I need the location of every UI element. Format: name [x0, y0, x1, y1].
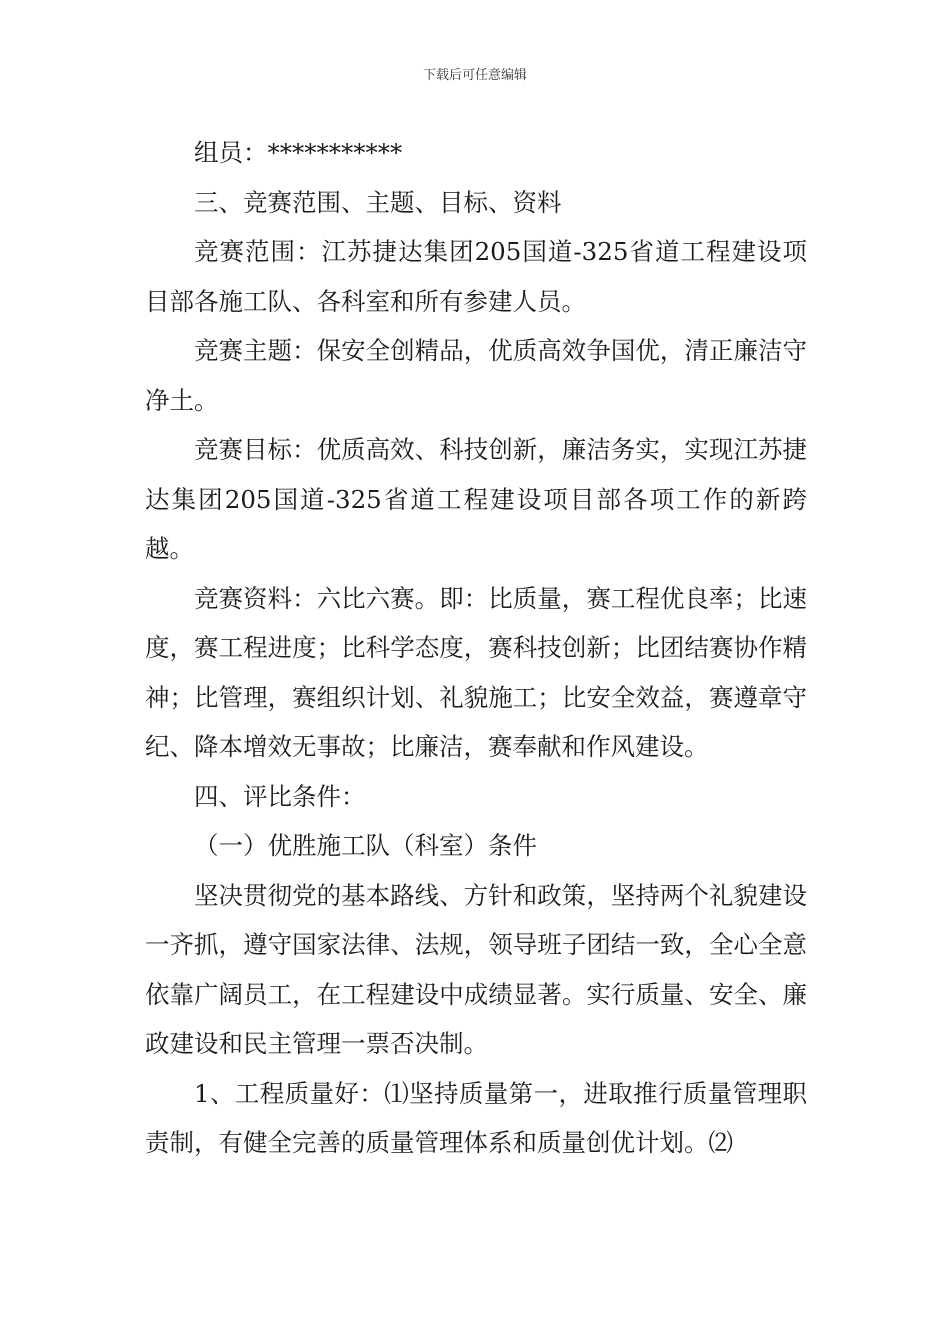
paragraph-conditions: 坚决贯彻党的基本路线、方针和政策，坚持两个礼貌建设一齐抓，遵守国家法律、法规，领导班子团结一致，全心全意依靠广阔员工，在工程建设中成绩显著。实行质量、安全、廉政建设和民主管理一票否决制。 [145, 880, 807, 1058]
paragraph-goal: 竞赛目标：优质高效、科技创新，廉洁务实，实现江苏捷达集团205国道-325省道工程建设项目部各项工作的新跨越。 [145, 435, 807, 563]
document-body [145, 128, 807, 1168]
page-header: 下载后可任意编辑 [422, 68, 527, 83]
heading-section-3: 三、竞赛范围、主题、目标、资料 [194, 187, 562, 217]
paragraph-theme: 竞赛主题：保安全创精品，优质高效争国优，清正廉洁守净土。 [145, 336, 807, 415]
paragraph-quality: 1、工程质量好：⑴坚持质量第一，进取推行质量管理职责制，有健全完善的质量管理体系和质量创优计划。⑵ [145, 1078, 807, 1157]
paragraph-content: 竞赛资料：六比六赛。即：比质量，赛工程优良率；比速度，赛工程进度；比科学态度，赛科技创新；比团结赛协作精神；比管理，赛组织计划、礼貌施工；比安全效益，赛遵章守纪、降本增效无事故；比廉洁，赛奉献和作风建设。 [145, 583, 807, 761]
paragraph-scope: 竞赛范围：江苏捷达集团205国道-325省道工程建设项目部各施工队、各科室和所有参建人员。 [145, 237, 807, 316]
paragraph-members: 组员：*********** [194, 138, 403, 167]
subheading-1: （一）优胜施工队（科室）条件 [194, 831, 537, 860]
heading-section-4: 四、评比条件： [194, 781, 366, 811]
